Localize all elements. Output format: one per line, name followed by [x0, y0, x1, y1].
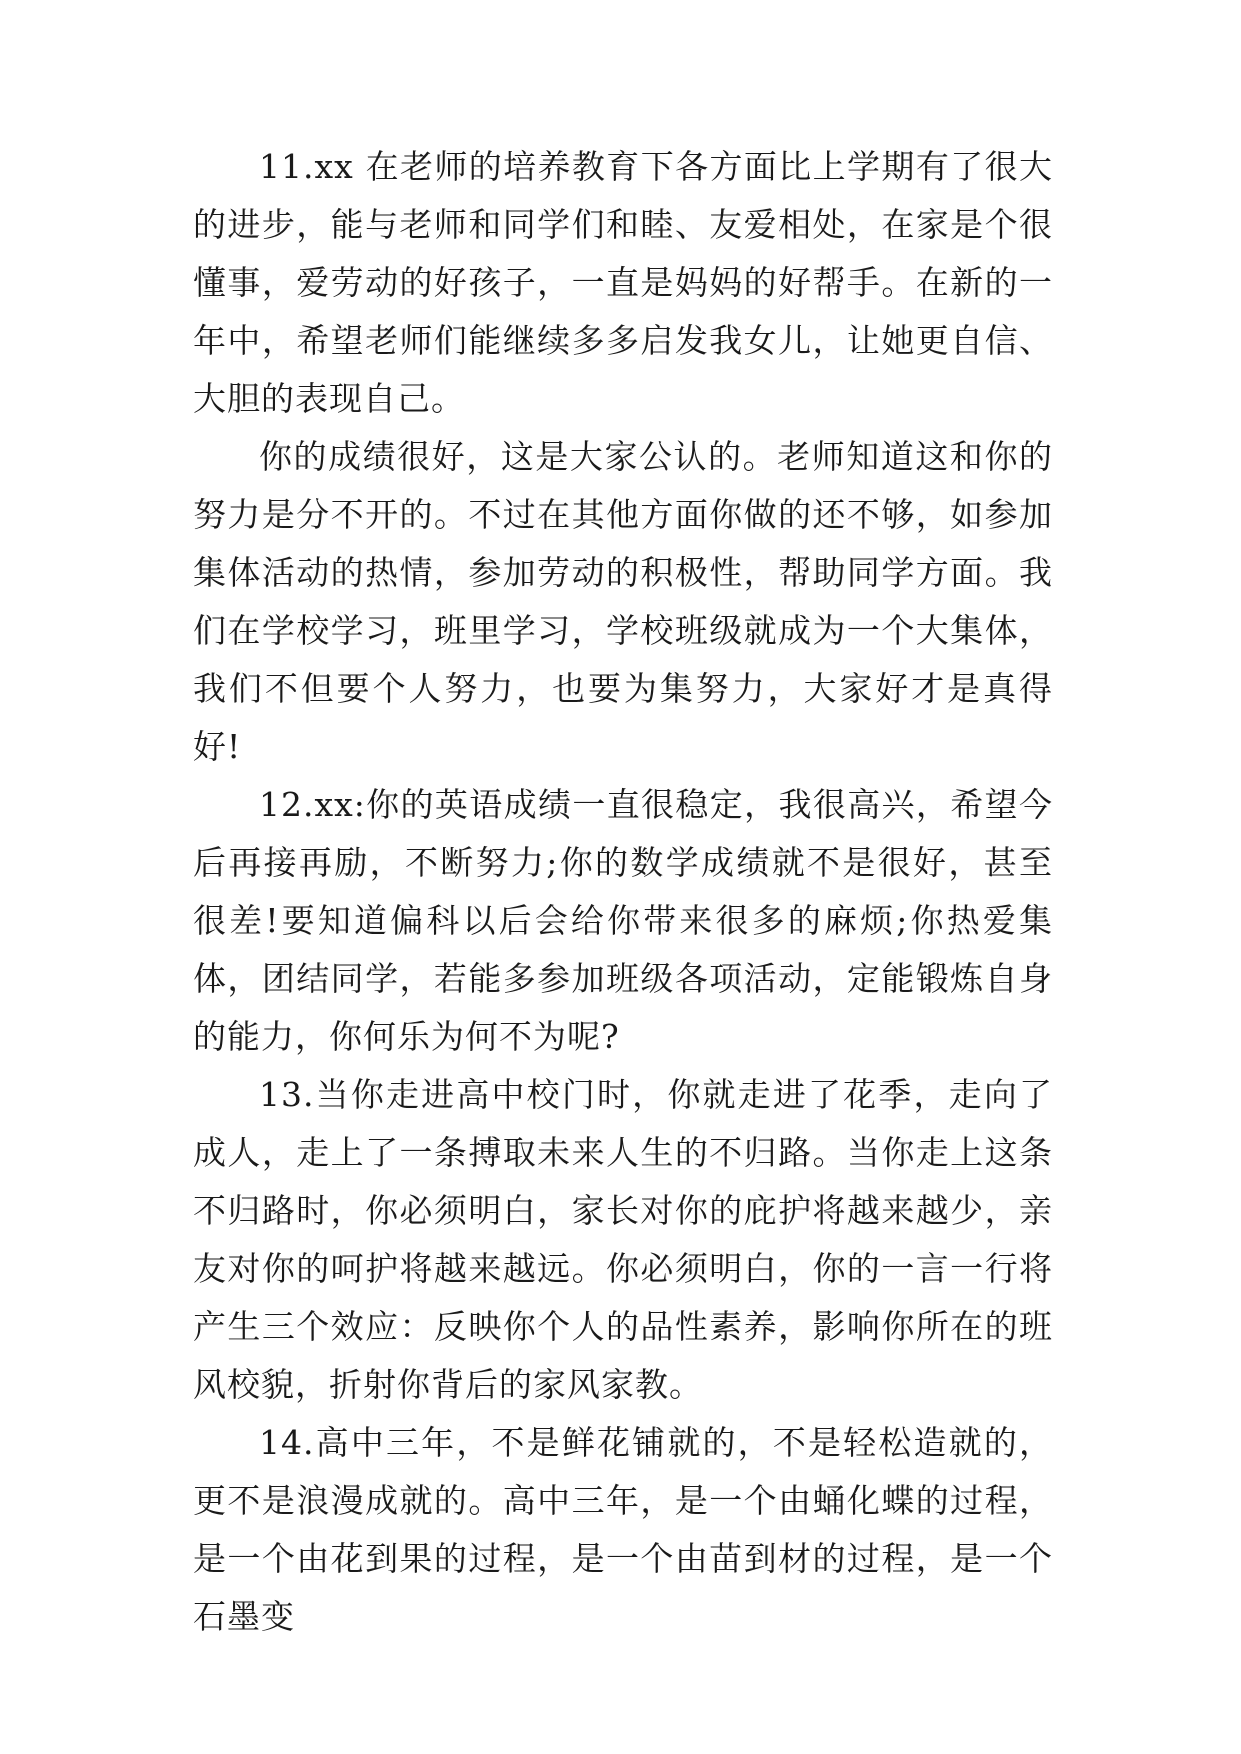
paragraph-11: 11.xx 在老师的培养教育下各方面比上学期有了很大的进步，能与老师和同学们和睦、友爱相处，在家是个很懂事，爱劳动的好孩子，一直是妈妈的好帮手。在新的一年中，希望老师们能继续多多启发我女儿，让她更自信、大胆的表现自己。 [193, 147, 1053, 418]
paragraph-12: 12.xx:你的英语成绩一直很稳定，我很高兴，希望今后再接再励，不断努力;你的数学成绩就不是很好，甚至很差!要知道偏科以后会给你带来很多的麻烦;你热爱集体，团结同学，若能多参加班级各项活动，定能锻炼自身的能力，你何乐为何不为呢? [193, 785, 1053, 1056]
paragraph-13: 13.当你走进高中校门时，你就走进了花季，走向了成人，走上了一条搏取未来人生的不归路。当你走上这条不归路时，你必须明白，家长对你的庇护将越来越少，亲友对你的呵护将越来越远。你必须明白，你的一言一行将产生三个效应：反映你个人的品性素养，影响你所在的班风校貌，折射你背后的家风家教。 [193, 1075, 1053, 1404]
paragraph-comment: 你的成绩很好，这是大家公认的。老师知道这和你的努力是分不开的。不过在其他方面你做的还不够，如参加集体活动的热情，参加劳动的积极性，帮助同学方面。我们在学校学习，班里学习，学校班级就成为一个大集体，我们不但要个人努力，也要为集努力，大家好才是真得好! [193, 437, 1053, 766]
document-body [193, 138, 1053, 1646]
paragraph-14: 14.高中三年，不是鲜花铺就的，不是轻松造就的，更不是浪漫成就的。高中三年，是一个由蛹化蝶的过程，是一个由花到果的过程，是一个由苗到材的过程，是一个石墨变 [193, 1423, 1053, 1636]
